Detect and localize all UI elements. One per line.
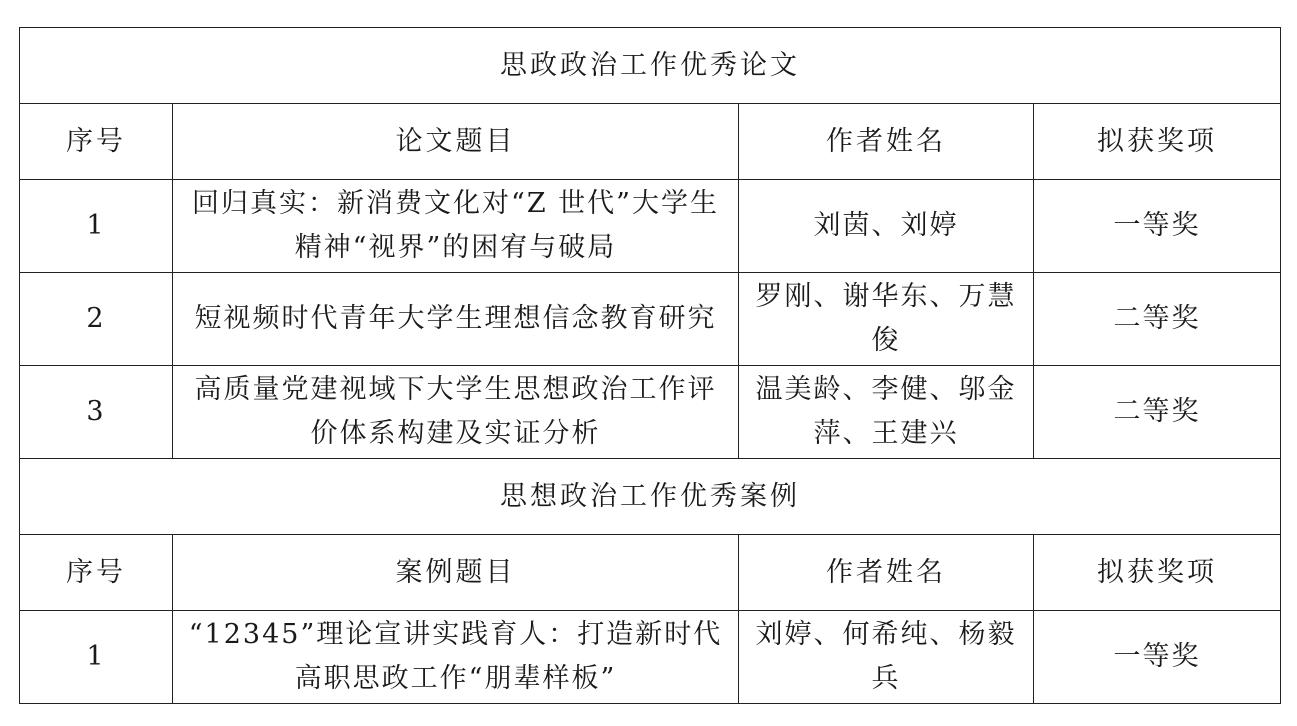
cell-topic: 短视频时代青年大学生理想信念教育研究 <box>173 273 739 366</box>
cell-seq: 3 <box>20 366 173 459</box>
header-author: 作者姓名 <box>739 535 1034 611</box>
table-row <box>20 273 1281 366</box>
header-author: 作者姓名 <box>739 104 1034 180</box>
cell-seq: 1 <box>20 180 173 273</box>
cell-author: 刘婷、何希纯、杨毅兵 <box>739 611 1034 704</box>
cell-topic: 高质量党建视域下大学生思想政治工作评价体系构建及实证分析 <box>173 366 739 459</box>
cell-seq: 2 <box>20 273 173 366</box>
section-title: 思政政治工作优秀论文 <box>20 28 1281 104</box>
cell-author: 罗刚、谢华东、万慧俊 <box>739 273 1034 366</box>
header-seq: 序号 <box>20 535 173 611</box>
cell-author: 温美龄、李健、邬金萍、王建兴 <box>739 366 1034 459</box>
cell-author: 刘茵、刘婷 <box>739 180 1034 273</box>
table-row <box>20 366 1281 459</box>
header-topic: 案例题目 <box>173 535 739 611</box>
header-award: 拟获奖项 <box>1034 104 1281 180</box>
cell-topic: “12345”理论宣讲实践育人：打造新时代高职思政工作“朋辈样板” <box>173 611 739 704</box>
header-seq: 序号 <box>20 104 173 180</box>
awards-table <box>19 27 1281 704</box>
table-header-row <box>20 104 1281 180</box>
header-topic: 论文题目 <box>173 104 739 180</box>
cell-award: 二等奖 <box>1034 366 1281 459</box>
cell-award: 一等奖 <box>1034 180 1281 273</box>
table-row <box>20 180 1281 273</box>
table-row <box>20 611 1281 704</box>
cell-award: 二等奖 <box>1034 273 1281 366</box>
cell-topic: 回归真实：新消费文化对“Z 世代”大学生精神“视界”的困宥与破局 <box>173 180 739 273</box>
section-title-row <box>20 459 1281 535</box>
table-header-row <box>20 535 1281 611</box>
cell-seq: 1 <box>20 611 173 704</box>
section-title: 思想政治工作优秀案例 <box>20 459 1281 535</box>
header-award: 拟获奖项 <box>1034 535 1281 611</box>
section-title-row <box>20 28 1281 104</box>
cell-award: 一等奖 <box>1034 611 1281 704</box>
